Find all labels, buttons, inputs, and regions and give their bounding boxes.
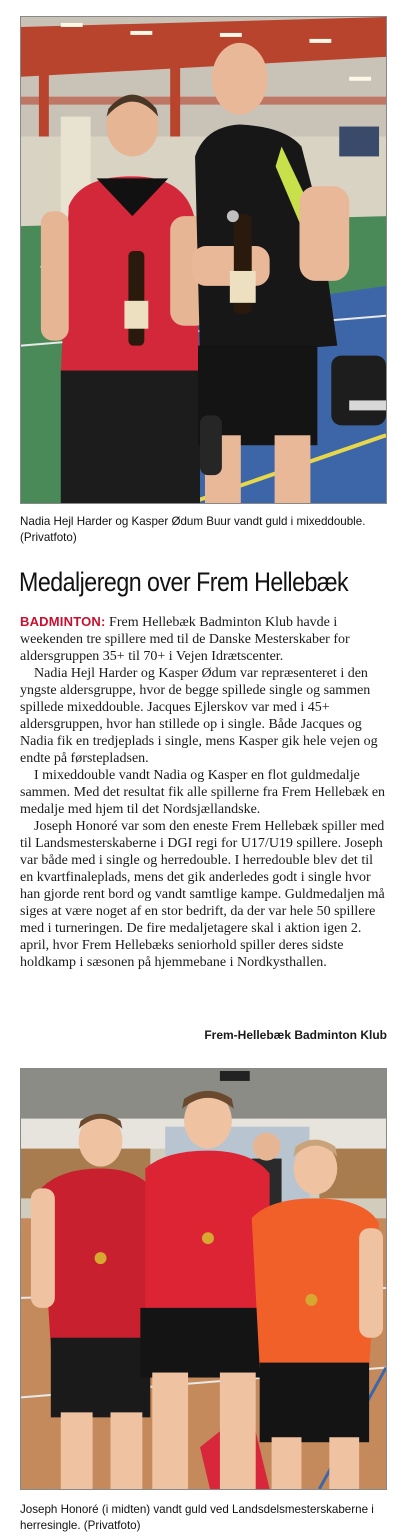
article-kicker: BADMINTON: xyxy=(20,614,106,629)
article-headline: Medaljeregn over Frem Hellebæk xyxy=(19,567,349,597)
article-body xyxy=(20,613,387,971)
bottom-photo xyxy=(20,1068,387,1490)
article-paragraph: I mixeddouble vandt Nadia og Kasper en flot guldmedalje sammen. Med det resultat fik alle spillerne fra Frem Hellebæk en medalje med hjem til det Nordsjællandske. xyxy=(20,768,386,817)
top-photo-caption: Nadia Hejl Harder og Kasper Ødum Buur vandt guld i mixeddouble. (Privatfoto) xyxy=(20,515,366,544)
top-photo xyxy=(20,16,387,504)
article-paragraph: Nadia Hejl Harder og Kasper Ødum var repræsenteret i den yngste aldersgruppe, hvor de begge spillede single og sammen spillede mixeddouble. Jacques Ejlerskov var med i 45+ aldersgruppen, hvor han stillede op i single. Både Jacques og Nadia fik en tredjeplads i single, mens Kasper gik hele vejen og endte på førstepladsen. xyxy=(20,666,378,766)
photo-junior-medalists xyxy=(21,1069,386,1489)
bottom-photo-caption: Joseph Honoré (i midten) vandt guld ved Landsdelsmesterskaberne i herresingle. (Privatfoto) xyxy=(20,1503,374,1532)
photo-medalists-mixed-double xyxy=(21,17,386,503)
article-byline: Frem-Hellebæk Badminton Klub xyxy=(204,1028,387,1042)
article-paragraph: Joseph Honoré var som den eneste Frem Hellebæk spiller med til Landsmesterskaberne i DGI regi for U17/U19 spillere. Joseph var både med i single og herredouble. I herredouble blev det til en kvartfinaleplads, mens det gik anderledes godt i single hvor han gjorde rent bord og vandt samtlige kampe. Guldmedaljen må siges at være noget af en stor bedrift, da der var hele 50 spillere med i turneringen. De fire medaljetagere skal i aktion igen 2. april, hvor Frem Hellebæks seniorhold spiller deres sidste holdkamp i sæsonen på hjemmebane i Nordkysthallen. xyxy=(20,819,385,970)
article-paragraph: BADMINTON: Frem Hellebæk Badminton Klub havde i weekenden tre spillere med til de Danske Mesterskaber for aldersgruppen 35+ til 70+ i Vejen Idrætscenter. xyxy=(20,614,350,664)
